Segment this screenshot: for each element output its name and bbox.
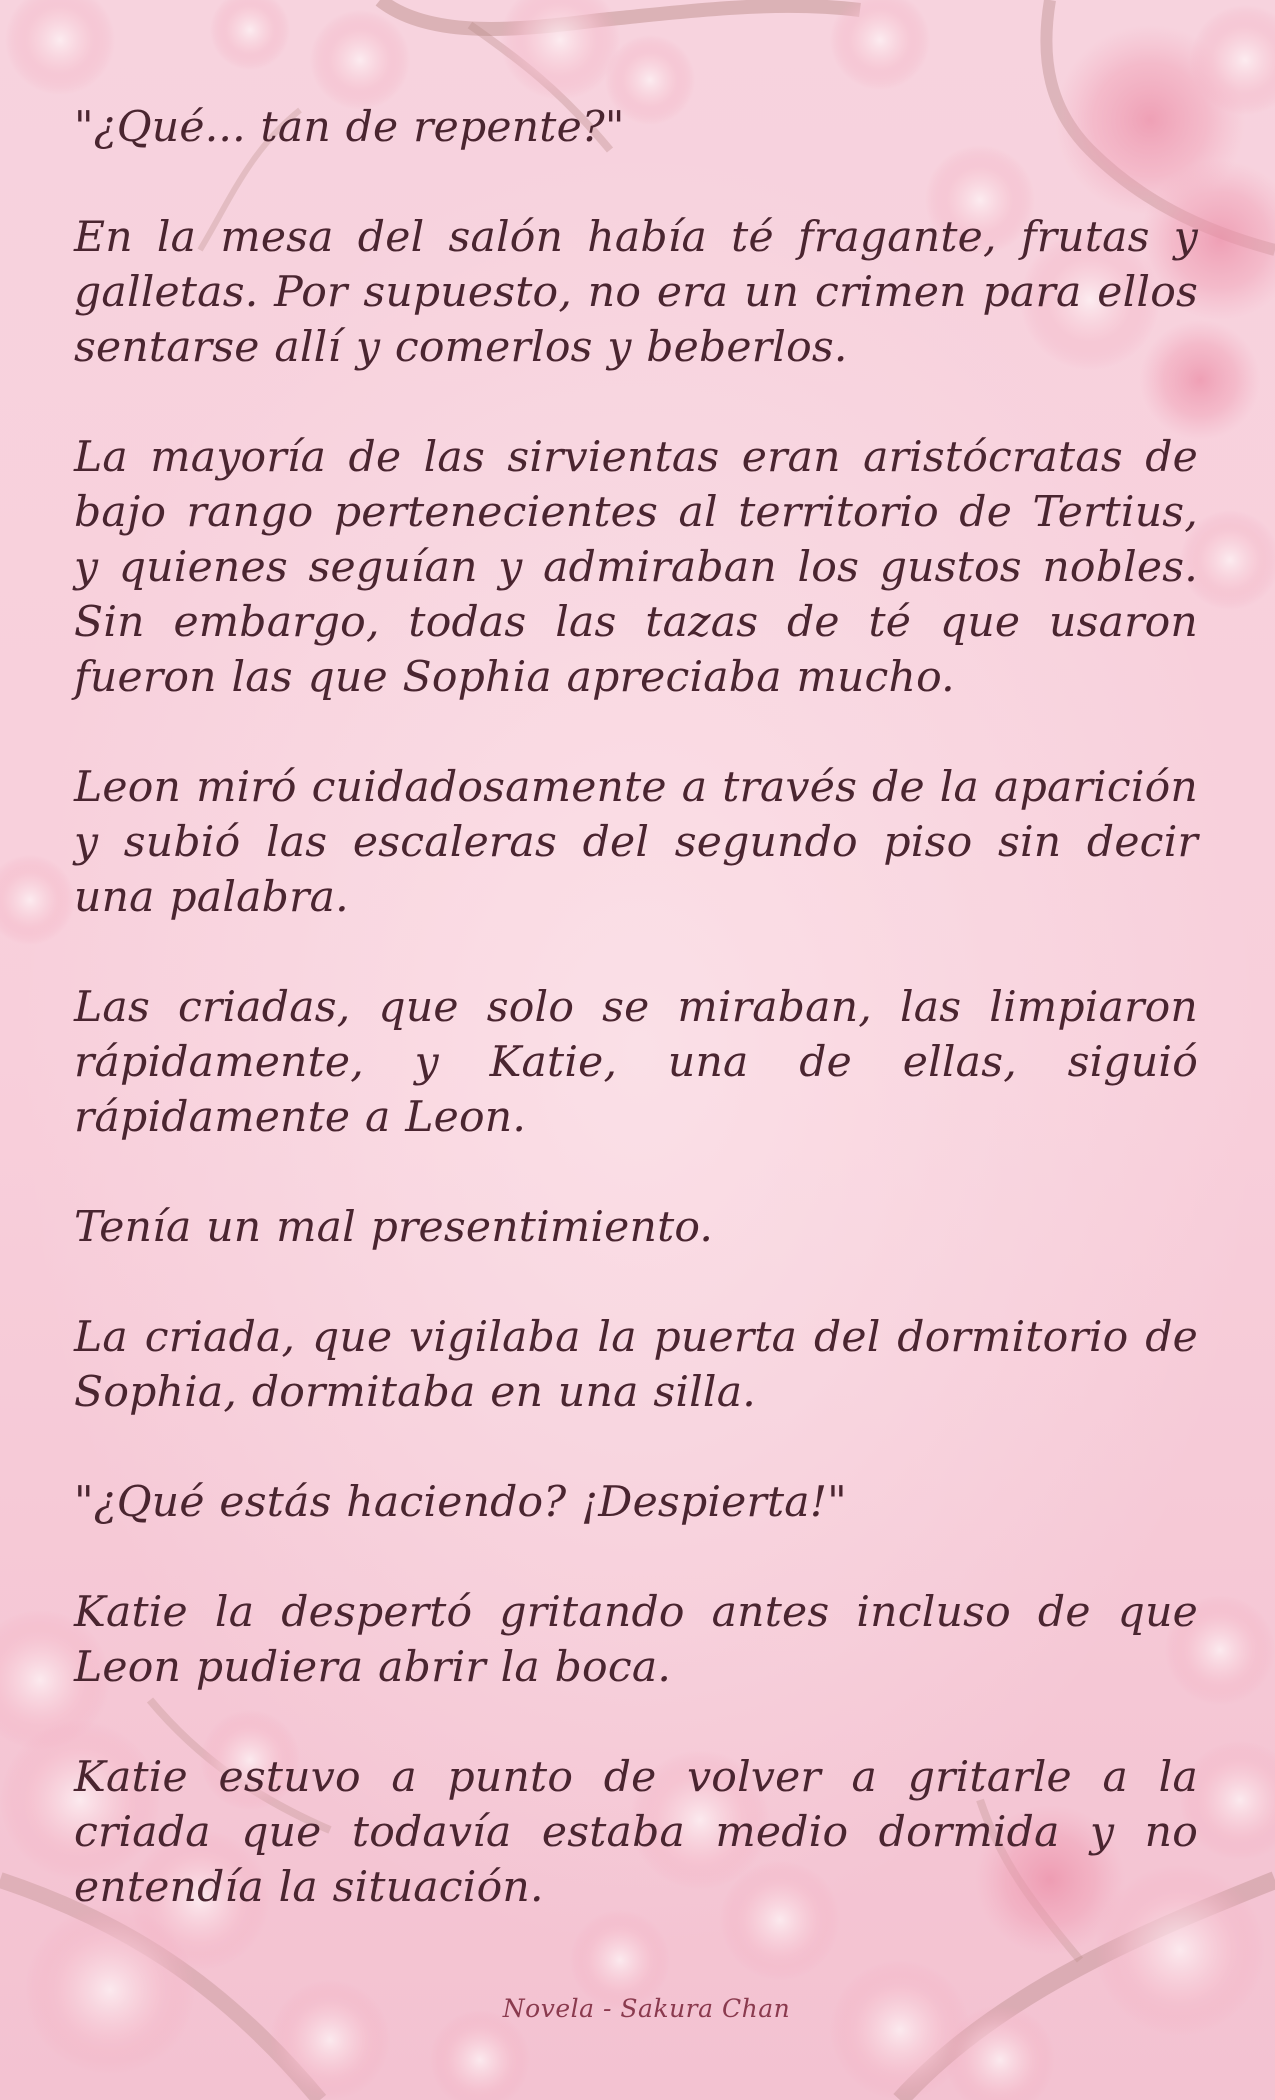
paragraph: Tenía un mal presentimiento. <box>74 1203 714 1252</box>
paragraph: Katie estuvo a punto de volver a gritarle a la criada que todavía estaba medio dormida y no entendía la situación. <box>74 1753 1198 1912</box>
paragraph: En la mesa del salón había té fragante, frutas y galletas. Por supuesto, no era un crimen para ellos sentarse allí y comerlos y beberlos. <box>74 213 1198 372</box>
paragraph: Leon miró cuidadosamente a través de la aparición y subió las escaleras del segundo piso sin decir una palabra. <box>74 763 1198 922</box>
footer-credit: Novela - Sakura Chan <box>502 1994 791 2023</box>
paragraph: "¿Qué... tan de repente?" <box>74 103 625 152</box>
paragraph: Katie la despertó gritando antes incluso de que Leon pudiera abrir la boca. <box>74 1588 1198 1692</box>
novel-text-body <box>74 100 1198 1915</box>
paragraph: Las criadas, que solo se miraban, las limpiaron rápidamente, y Katie, una de ellas, siguió rápidamente a Leon. <box>74 983 1198 1142</box>
paragraph: La criada, que vigilaba la puerta del dormitorio de Sophia, dormitaba en una silla. <box>74 1313 1198 1417</box>
paragraph: "¿Qué estás haciendo? ¡Despierta!" <box>74 1478 847 1527</box>
paragraph: La mayoría de las sirvientas eran aristócratas de bajo rango pertenecientes al territorio de Tertius, y quienes seguían y admiraban los gustos nobles. Sin embargo, todas las tazas de té que usaron fueron las que Sophia apreciaba mucho. <box>74 433 1198 702</box>
